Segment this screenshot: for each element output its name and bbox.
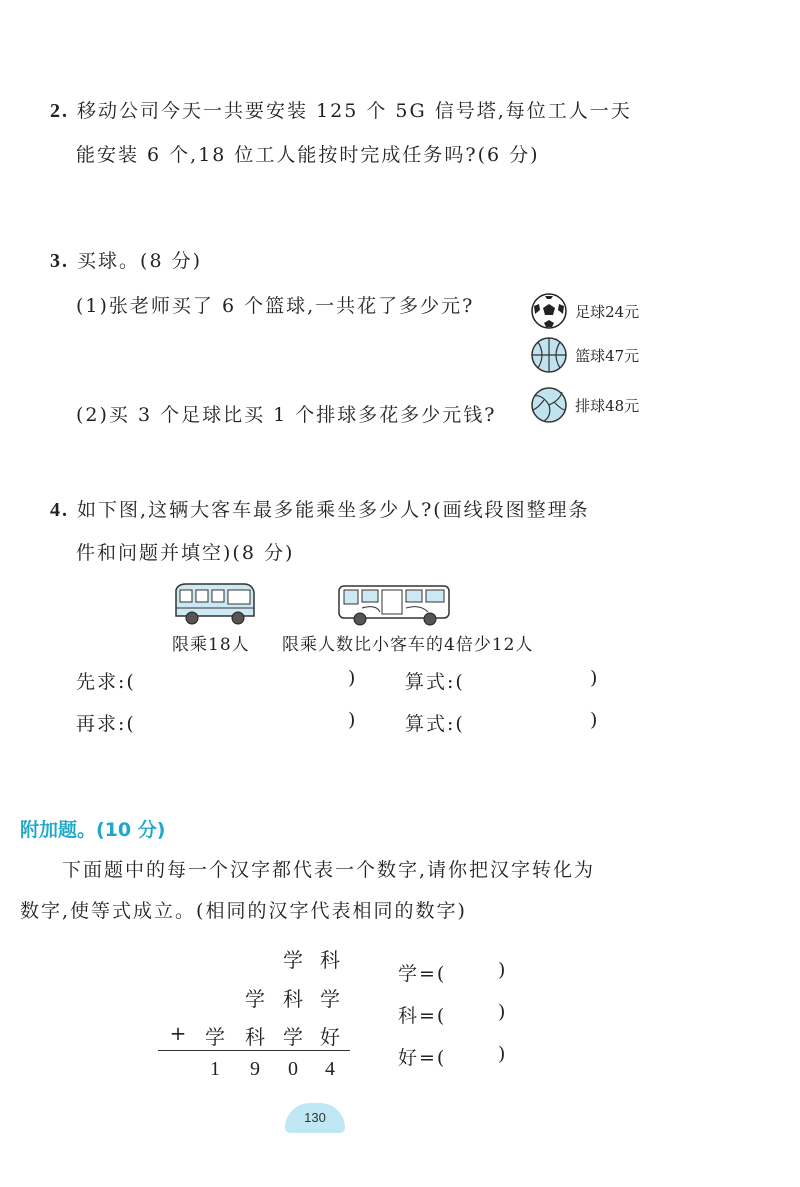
result-digit: 9 <box>250 1058 260 1080</box>
then-answer-blank[interactable] <box>140 709 340 733</box>
soccer-ball-icon <box>530 292 568 330</box>
big-bus-label: 限乘人数比小客车的4倍少12人 <box>282 635 534 655</box>
basketball-row <box>530 336 639 374</box>
formula2-blank[interactable] <box>475 709 585 733</box>
q3-sub1: (1)张老师买了 6 个篮球,一共花了多少元? <box>76 295 475 317</box>
row1-char: 学 <box>283 948 303 972</box>
q2-text-line2: 能安装 6 个,18 位工人能按时完成任务吗?(6 分) <box>76 144 540 166</box>
result-digit: 1 <box>210 1058 220 1080</box>
bonus-title: 附加题。(10 分) <box>20 819 166 841</box>
basketball-icon <box>530 336 568 374</box>
answer-ke-label: 科=( <box>398 1005 447 1027</box>
answer-xue-label: 学=( <box>398 963 447 985</box>
bonus-text-line1: 下面题中的每一个汉字都代表一个数字,请你把汉字转化为 <box>62 859 596 881</box>
formula2-close-paren: ) <box>590 709 600 731</box>
q2-number: 2. <box>50 100 69 122</box>
answer-hao-close: ) <box>498 1043 508 1065</box>
answer-ke-close: ) <box>498 1001 508 1023</box>
small-bus-label: 限乘18人 <box>172 635 250 655</box>
answer-xue-close: ) <box>498 959 508 981</box>
formula1-close-paren: ) <box>590 667 600 689</box>
row3-char: 好 <box>320 1025 340 1049</box>
q3-title-row <box>50 246 202 273</box>
basketball-price: 篮球47元 <box>575 346 640 365</box>
result-digit: 0 <box>288 1058 298 1080</box>
q4-number: 4. <box>50 499 69 521</box>
formula2-label: 算式:( <box>405 713 465 735</box>
then-close-paren: ) <box>348 709 358 731</box>
q3-sub2: (2)买 3 个足球比买 1 个排球多花多少元钱? <box>76 404 497 426</box>
sum-line <box>158 1050 350 1051</box>
volleyball-price: 排球48元 <box>575 396 640 415</box>
q3-number: 3. <box>50 250 69 272</box>
q2-line1 <box>50 96 632 123</box>
first-answer-blank[interactable] <box>140 667 340 691</box>
first-close-paren: ) <box>348 667 358 689</box>
answer-xue-blank[interactable] <box>455 959 495 983</box>
bonus-text-line2: 数字,使等式成立。(相同的汉字代表相同的数字) <box>20 900 467 922</box>
row2-char: 学 <box>320 987 340 1011</box>
row2-char: 科 <box>283 987 303 1011</box>
small-bus-icon <box>172 580 258 626</box>
first-label: 先求:( <box>76 671 136 693</box>
row3-char: 学 <box>283 1025 303 1049</box>
soccer-ball-row <box>530 292 639 330</box>
big-bus-icon <box>336 582 454 626</box>
q3-title: 买球。(8 分) <box>77 250 203 272</box>
row2-char: 学 <box>245 987 265 1011</box>
q4-line1 <box>50 495 590 522</box>
answer-hao-blank[interactable] <box>455 1043 495 1067</box>
q4-text-line2: 件和问题并填空)(8 分) <box>76 542 295 564</box>
then-label: 再求:( <box>76 713 136 735</box>
q4-text-line1: 如下图,这辆大客车最多能乘坐多少人?(画线段图整理条 <box>77 499 590 521</box>
page-number: 130 <box>285 1103 345 1133</box>
row3-char: 学 <box>205 1025 225 1049</box>
formula1-label: 算式:( <box>405 671 465 693</box>
result-digit: 4 <box>325 1058 335 1080</box>
row1-char: 科 <box>320 948 340 972</box>
answer-hao-label: 好=( <box>398 1047 447 1069</box>
plus-sign: + <box>169 1021 187 1045</box>
q2-text-line1: 移动公司今天一共要安装 125 个 5G 信号塔,每位工人一天 <box>77 100 632 122</box>
formula1-blank[interactable] <box>475 667 585 691</box>
volleyball-row <box>530 386 639 424</box>
volleyball-icon <box>530 386 568 424</box>
soccer-ball-price: 足球24元 <box>575 302 640 321</box>
row3-char: 科 <box>245 1025 265 1049</box>
answer-ke-blank[interactable] <box>455 1001 495 1025</box>
